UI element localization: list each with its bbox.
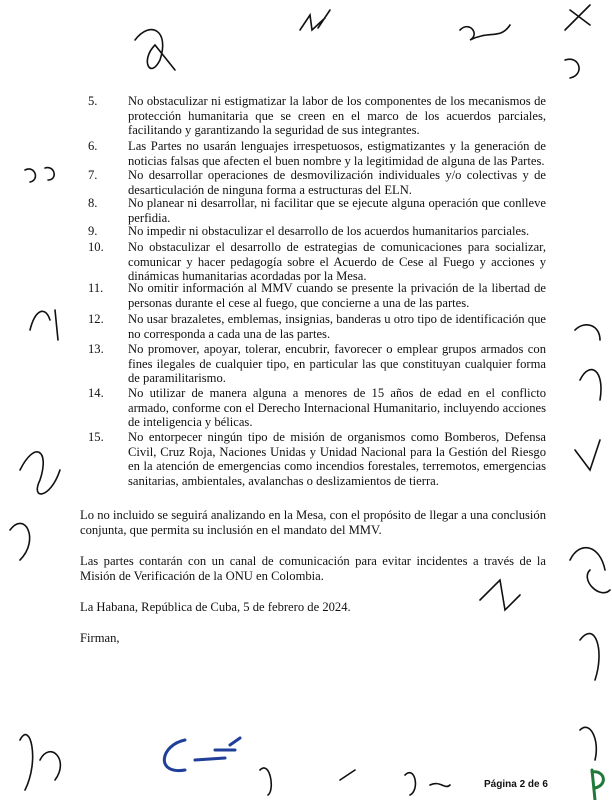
- list-item: 15. No entorpecer ningún tipo de misión de organismos como Bomberos, Defensa Civil, Cruz Roja, Naciones Unidas y Unidad Nacional para la Gestión del Riesgo en la atención de emergencias como incendios forestales, terremotos, emergencias sanitarias, ambientales, avalanchas o deslizamientos de tierra.: [88, 430, 546, 488]
- list-item: 10. No obstaculizar el desarrollo de estrategias de comunicaciones para socializar, comunicar y hacer pedagogía sobre el Acuerdo de Cese al Fuego y acciones y dinámicas humanitarias acordadas por la Mesa.: [88, 240, 546, 284]
- closing-paragraph-2: Las partes contarán con un canal de comunicación para evitar incidentes a través de la Misión de Verificación de la ONU en Colombia.: [80, 554, 546, 583]
- list-item: 11. No omitir información al MMV cuando se presente la privación de la libertad de personas durante el cese al fuego, que concierne a una de las partes.: [88, 281, 546, 310]
- list-item: 9. No impedir ni obstaculizar el desarrollo de los acuerdos humanitarios parciales.: [88, 224, 530, 238]
- list-item: 13. No promover, apoyar, tolerar, encubrir, favorecer o emplear grupos armados con fines ilegales de cualquier tipo, en particular las que constituyan cualquier forma de paramilitarismo.: [88, 342, 546, 386]
- list-item: 6. Las Partes no usarán lenguajes irrespetuosos, estigmatizantes y la generación de noticias falsas que afecten el buen nombre y la legitimidad de alguna de las Partes.: [88, 139, 546, 168]
- list-item: 12. No usar brazaletes, emblemas, insignias, banderas u otro tipo de identificación que no corresponda a cada una de las partes.: [88, 312, 546, 341]
- list-item: 14. No utilizar de manera alguna a menores de 15 años de edad en el conflicto armado, conforme con el Derecho Internacional Humanitario, incluyendo acciones de inteligencia y bélicas.: [88, 386, 546, 430]
- place-date: La Habana, República de Cuba, 5 de febrero de 2024.: [80, 600, 351, 614]
- closing-paragraph-1: Lo no incluido se seguirá analizando en la Mesa, con el propósito de llegar a una conclusión conjunta, que permita su inclusión en el mandato del MMV.: [80, 508, 546, 537]
- list-item: 7. No desarrollar operaciones de desmovilización individuales y/o colectivas y de desarticulación de ninguna forma a estructuras del ELN.: [88, 168, 546, 197]
- page-number: Página 2 de 6: [484, 779, 548, 790]
- signoff: Firman,: [80, 631, 120, 645]
- list-item: 8. No planear ni desarrollar, ni facilitar que se ejecute alguna operación que conlleve perfidia.: [88, 196, 546, 225]
- list-item: 5. No obstaculizar ni estigmatizar la labor de los componentes de los mecanismos de protección humanitaria que se creen en el marco de los acuerdos parciales, facilitando y garantizando la seguridad de sus integrantes.: [88, 94, 546, 138]
